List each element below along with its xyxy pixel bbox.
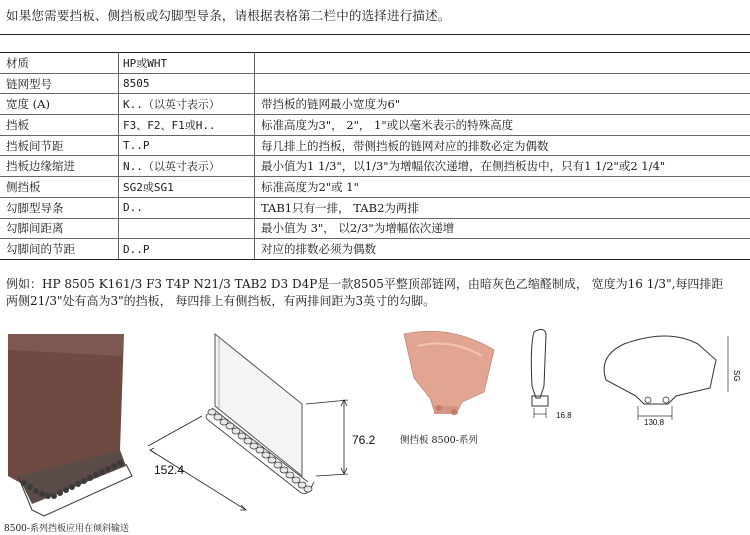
flight-drawing	[140, 326, 380, 518]
sideguard-caption: 侧挡板 8500-系列	[400, 435, 478, 446]
row-label: 侧挡板	[0, 177, 119, 198]
sideguard-photo	[396, 326, 506, 430]
row-code	[119, 218, 255, 239]
row-code: SG2或SG1	[119, 177, 255, 198]
sideguard-front-view	[588, 326, 748, 426]
table-row	[0, 135, 750, 156]
table-row	[0, 239, 750, 260]
example-line-1: 例如：HP 8505 K161/3 F3 T4P N21/3 TAB2 D3 D4P是一款8505平整顶部链网，由暗灰色乙缩醛制成， 宽度为16 1/3",每四排距	[6, 277, 724, 291]
table-row	[0, 177, 750, 198]
table-row	[0, 53, 750, 74]
top-rule	[0, 34, 750, 35]
dim-width-label: 152.4	[154, 463, 185, 477]
row-code: D..P	[119, 239, 255, 260]
row-description: 对应的排数必须为偶数	[255, 239, 750, 260]
row-label: 勾脚间距离	[0, 218, 119, 239]
flight-caption: 8500-系列挡板应用在倾斜输送	[4, 524, 129, 534]
intro-text: 如果您需要挡板、侧挡板或勾脚型导条，请根据表格第二栏中的选择进行描述。	[6, 8, 451, 23]
row-label: 挡板边缘缩进	[0, 156, 119, 177]
row-code: N..（以英寸表示）	[119, 156, 255, 177]
example-paragraph	[6, 276, 746, 310]
row-code: K..（以英寸表示）	[119, 94, 255, 115]
row-label: 材质	[0, 53, 119, 74]
table-row	[0, 73, 750, 94]
table-row	[0, 115, 750, 136]
dim-guard-width-label: 130.8	[644, 418, 665, 426]
sideguard-side-view	[512, 326, 572, 426]
row-description: 最小值为1 1/3"，以1/3"为增幅依次递增，在侧挡板齿中，只有1 1/2"或2 1/4"	[255, 156, 750, 177]
row-description: TAB1只有一排， TAB2为两排	[255, 197, 750, 218]
row-label: 挡板	[0, 115, 119, 136]
dim-height-label: 76.2	[352, 433, 376, 447]
row-label: 挡板间节距	[0, 135, 119, 156]
dim-guard-height-label: SG	[732, 370, 741, 382]
row-description: 每几排上的挡板，带侧挡板的链网对应的排数必定为偶数	[255, 135, 750, 156]
row-code: F3、F2、F1或H..	[119, 115, 255, 136]
example-line-2: 两侧21/3"处有高为3"的挡板， 每四排上有侧挡板，有两排间距为3英寸的勾脚。	[6, 294, 436, 308]
flight-photo	[4, 326, 134, 518]
row-code: 8505	[119, 73, 255, 94]
table-row	[0, 94, 750, 115]
table-row	[0, 218, 750, 239]
dim-side-width-label: 16.8	[556, 411, 572, 420]
row-description: 最小值为 3"， 以2/3"为增幅依次递增	[255, 218, 750, 239]
row-description: 带挡板的链网最小宽度为6"	[255, 94, 750, 115]
row-label: 勾脚型导条	[0, 197, 119, 218]
spec-table	[0, 52, 750, 260]
row-description: 标准高度为3"， 2"， 1"或以毫米表示的特殊高度	[255, 115, 750, 136]
table-row	[0, 197, 750, 218]
row-description	[255, 53, 750, 74]
row-code: T..P	[119, 135, 255, 156]
table-row	[0, 156, 750, 177]
row-label: 链网型号	[0, 73, 119, 94]
row-label: 勾脚间的节距	[0, 239, 119, 260]
row-label: 宽度 (A)	[0, 94, 119, 115]
row-description: 标准高度为2"或 1"	[255, 177, 750, 198]
row-code: HP或WHT	[119, 53, 255, 74]
row-description	[255, 73, 750, 94]
row-code: D..	[119, 197, 255, 218]
